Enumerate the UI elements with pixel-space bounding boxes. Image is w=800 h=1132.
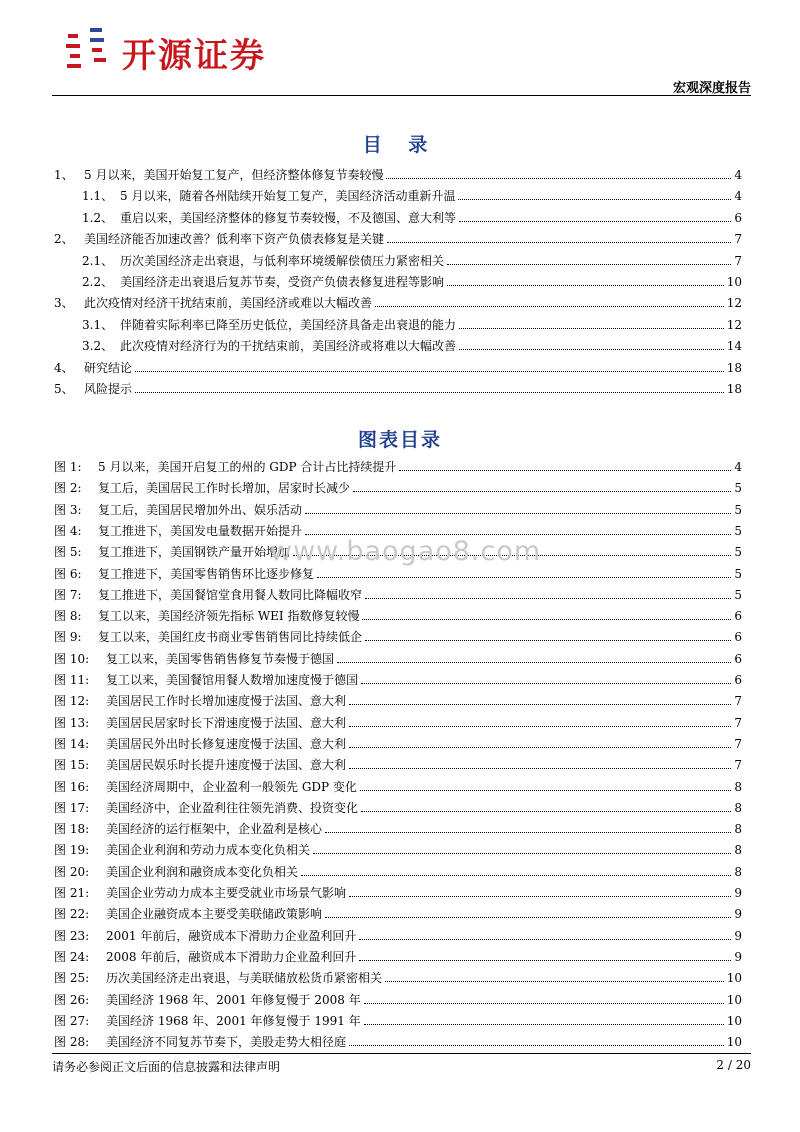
figure-entry[interactable] (54, 797, 742, 815)
figure-entry-page: 8 (734, 843, 742, 858)
figure-entry-number: 图 25: (54, 971, 90, 986)
figure-entry-number: 图 24: (54, 949, 90, 964)
figure-entry-page: 5 (734, 587, 742, 602)
figure-entry[interactable] (54, 967, 742, 985)
toc-entry-page: 7 (734, 232, 742, 247)
figure-entry[interactable] (54, 690, 742, 708)
figure-entry[interactable] (54, 605, 742, 623)
figure-entry[interactable] (54, 818, 742, 836)
toc-entry[interactable] (82, 271, 742, 289)
figure-entry-number: 图 27: (54, 1013, 90, 1028)
toc-entry-page: 7 (734, 253, 742, 268)
figure-entry-number: 图 28: (54, 1035, 90, 1050)
figure-entry-title: 复工后，美国居民增加外出、娱乐活动 (98, 502, 303, 517)
toc-entry-title: 美国经济能否加速改善？低利率下资产负债表修复是关键 (84, 232, 385, 247)
toc-entry[interactable] (82, 250, 742, 268)
figure-entry-page: 9 (734, 907, 742, 922)
figure-entry-title: 复工推进下，美国钢铁产量开始增加 (98, 545, 291, 560)
figure-entry-title: 美国居民娱乐时长提升速度慢于法国、意大利 (106, 758, 347, 773)
figure-entry-number: 图 9: (54, 630, 82, 645)
figure-entry-number: 图 10: (54, 651, 90, 666)
toc-entry-page: 6 (734, 210, 742, 225)
toc-entry-page: 4 (734, 168, 742, 182)
figure-entry-title: 美国企业利润和融资成本变化负相关 (106, 864, 299, 879)
figure-entry[interactable] (54, 861, 742, 879)
figure-entry-page: 8 (734, 864, 742, 879)
footer-divider (52, 1053, 751, 1054)
figure-leader-dots (353, 491, 731, 492)
figure-entry-page: 6 (734, 673, 742, 687)
figure-entry-number: 图 3: (54, 502, 82, 517)
toc-leader-dots (458, 199, 731, 200)
figure-entry-page: 10 (726, 1035, 742, 1050)
figure-entry[interactable] (54, 477, 742, 495)
figure-entry-title: 美国经济 1968 年、2001 年修复慢于 2008 年 (106, 992, 361, 1007)
figure-leader-dots (313, 853, 731, 854)
figure-entry-title: 美国企业劳动力成本主要受就业市场景气影响 (106, 886, 347, 900)
toc-entry[interactable] (54, 164, 742, 182)
footer-disclaimer: 请务必参阅正文后面的信息披露和法律声明 (52, 1060, 281, 1074)
figure-entry-title: 历次美国经济走出衰退，与美联储放松货币紧密相关 (106, 971, 383, 986)
figure-leader-dots (305, 534, 731, 535)
figure-entry[interactable] (54, 1031, 742, 1049)
figure-entry-page: 5 (734, 523, 742, 538)
figure-leader-dots (349, 704, 731, 705)
figure-entry-number: 图 13: (54, 715, 90, 730)
logo-text: 开源证券 (122, 36, 266, 76)
figure-entry-page: 8 (734, 822, 742, 837)
report-type-label: 宏观深度报告 (672, 81, 751, 96)
figure-entry-page: 7 (734, 736, 742, 751)
figure-entry-page: 10 (726, 992, 742, 1007)
toc-entry-number: 5、 (54, 382, 74, 396)
figure-leader-dots (325, 917, 731, 918)
figure-entry[interactable] (54, 669, 742, 687)
figure-entry-title: 复工推进下，美国零售销售环比逐步修复 (98, 566, 315, 581)
figure-entry-title: 美国经济周期中，企业盈利一般领先 GDP 变化 (106, 779, 357, 794)
figure-leader-dots (365, 640, 731, 641)
figure-entry-title: 复工以来，美国餐馆用餐人数增加速度慢于德国 (106, 673, 359, 687)
figure-entry[interactable] (54, 989, 742, 1007)
figure-entry-number: 图 20: (54, 864, 90, 879)
figure-entry-number: 图 15: (54, 758, 90, 773)
figure-entry-page: 7 (734, 694, 742, 709)
figure-entry[interactable] (54, 839, 742, 857)
toc-leader-dots (386, 178, 731, 179)
figure-entry-number: 图 7: (54, 587, 82, 602)
footer-page-number: 2 / 20 (716, 1058, 751, 1072)
company-logo (64, 24, 304, 74)
figure-entry[interactable] (54, 925, 742, 943)
figure-entry-title: 复工以来，美国经济领先指标 WEI 指数修复较慢 (98, 609, 360, 624)
toc-leader-dots (459, 349, 724, 350)
figure-entry[interactable] (54, 946, 742, 964)
figure-entry-page: 5 (734, 545, 742, 560)
toc-entry-title: 美国经济走出衰退后复苏节奏，受资产负债表修复进程等影响 (120, 275, 445, 289)
watermark: www.baogao8.com (270, 536, 542, 567)
toc-entry-title: 重启以来，美国经济整体的修复节奏较慢，不及德国、意大利等 (120, 210, 457, 225)
figure-entry-page: 5 (734, 481, 742, 496)
figure-leader-dots (349, 1045, 724, 1046)
figure-entry-number: 图 18: (54, 822, 90, 837)
figure-entry[interactable] (54, 712, 742, 730)
toc-leader-dots (135, 371, 724, 372)
toc-leader-dots (459, 221, 731, 222)
figure-entry-title: 美国居民工作时长增加速度慢于法国、意大利 (106, 694, 347, 709)
toc-entry[interactable] (54, 378, 742, 396)
figure-entry-number: 图 26: (54, 992, 90, 1007)
page-header (0, 0, 800, 100)
toc-entry-page: 18 (726, 382, 742, 396)
toc-entry[interactable] (54, 228, 742, 246)
figure-entry-number: 图 2: (54, 481, 82, 496)
toc-entry[interactable] (82, 185, 742, 203)
figure-leader-dots (365, 598, 731, 599)
toc-entry-page: 4 (734, 189, 742, 204)
toc-entry[interactable] (82, 314, 742, 332)
figure-entry-page: 6 (734, 609, 742, 624)
figure-entry-number: 图 14: (54, 736, 90, 751)
toc-entry-title: 此次疫情对经济干扰结束前，美国经济或难以大幅改善 (84, 296, 373, 311)
toc-leader-dots (447, 285, 724, 286)
toc-entry-number: 1.2、 (82, 210, 114, 225)
toc-leader-dots (375, 306, 724, 307)
figure-entry[interactable] (54, 648, 742, 666)
figure-entry-title: 复工以来，美国零售销售修复节奏慢于德国 (106, 651, 335, 666)
figure-leader-dots (317, 577, 731, 578)
figure-entry[interactable] (54, 1010, 742, 1028)
toc-entry-title: 研究结论 (84, 360, 133, 375)
figure-leader-dots (349, 896, 731, 897)
figure-entry-number: 图 11: (54, 673, 90, 687)
figure-entry-title: 美国企业融资成本主要受美联储政策影响 (106, 907, 323, 922)
figure-entry-page: 7 (734, 715, 742, 730)
figure-entry-page: 9 (734, 949, 742, 964)
toc-entry-page: 12 (726, 296, 742, 311)
figure-entry-number: 图 21: (54, 886, 90, 900)
figure-leader-dots (349, 726, 731, 727)
figure-entry[interactable] (54, 456, 742, 474)
figure-leader-dots (385, 981, 724, 982)
toc-entry-number: 4、 (54, 360, 74, 375)
figure-entry-title: 复工推进下，美国餐馆堂食用餐人数同比降幅收窄 (98, 587, 363, 602)
figure-entry-number: 图 22: (54, 907, 90, 922)
toc-entry-page: 12 (726, 317, 742, 332)
figure-entry-title: 美国经济的运行框架中，企业盈利是核心 (106, 822, 323, 837)
figure-leader-dots (364, 1024, 724, 1025)
figure-entry-number: 图 16: (54, 779, 90, 794)
toc-entry[interactable] (54, 357, 742, 375)
toc-entry-page: 10 (726, 275, 742, 289)
toc-entry-number: 2、 (54, 232, 74, 247)
figure-leader-dots (301, 875, 731, 876)
figure-entry[interactable] (54, 499, 742, 517)
toc-entry-number: 3.1、 (82, 317, 114, 332)
figure-entry-page: 6 (734, 630, 742, 645)
figure-entry-page: 6 (734, 651, 742, 666)
figure-entry-number: 图 12: (54, 694, 90, 709)
figure-entry-page: 10 (726, 971, 742, 986)
figure-leader-dots (359, 960, 731, 961)
toc-leader-dots (135, 392, 724, 393)
figure-entry[interactable] (54, 776, 742, 794)
figure-entry-page: 8 (734, 800, 742, 815)
toc-entry-page: 14 (726, 339, 742, 354)
figure-entry-title: 2008 年前后，融资成本下滑助力企业盈利回升 (106, 949, 357, 964)
toc-entry-title: 5 月以来，随着各州陆续开始复工复产，美国经济活动重新升温 (120, 189, 456, 204)
figure-entry-title: 美国居民外出时长修复速度慢于法国、意大利 (106, 736, 347, 751)
toc-entry-title: 历次美国经济走出衰退，与低利率环境缓解偿债压力紧密相关 (120, 253, 445, 268)
figure-entry-page: 4 (734, 460, 742, 474)
figure-leader-dots (337, 662, 731, 663)
figure-entry-title: 复工推进下，美国发电量数据开始提升 (98, 523, 303, 538)
toc-entry-title: 此次疫情对经济行为的干扰结束前，美国经济或将难以大幅改善 (120, 339, 457, 354)
figure-entry[interactable] (54, 584, 742, 602)
toc-entry[interactable] (82, 207, 742, 225)
figure-leader-dots (349, 747, 731, 748)
figure-leader-dots (325, 832, 731, 833)
toc-entry-number: 3.2、 (82, 339, 114, 354)
toc-entry-title: 5 月以来，美国开始复工复产，但经济整体修复节奏较慢 (84, 168, 384, 182)
figure-entry-number: 图 19: (54, 843, 90, 858)
figure-entry-page: 10 (726, 1013, 742, 1028)
figure-entry-page: 9 (734, 886, 742, 900)
figure-entry-number: 图 6: (54, 566, 82, 581)
figure-entry-page: 5 (734, 502, 742, 517)
figure-leader-dots (362, 619, 731, 620)
figure-entry-title: 美国经济中，企业盈利往往领先消费、投资变化 (106, 800, 359, 815)
toc-entry-title: 风险提示 (84, 382, 133, 396)
figure-leader-dots (361, 811, 731, 812)
figure-entry-number: 图 5: (54, 545, 82, 560)
figure-entry-title: 美国居民居家时长下滑速度慢于法国、意大利 (106, 715, 347, 730)
toc-leader-dots (459, 328, 724, 329)
figure-entry[interactable] (54, 903, 742, 921)
toc-entry-number: 1、 (54, 168, 74, 182)
toc-entry-number: 1.1、 (82, 189, 114, 204)
figure-leader-dots (364, 1003, 724, 1004)
figure-entry-title: 美国经济 1968 年、2001 年修复慢于 1991 年 (106, 1013, 361, 1028)
figure-entry-title: 5 月以来，美国开启复工的州的 GDP 合计占比持续提升 (98, 460, 397, 474)
figure-entry-title: 复工以来，美国红皮书商业零售销售同比持续低企 (98, 630, 363, 645)
figure-entry-number: 图 17: (54, 800, 90, 815)
figure-entry-page: 8 (734, 779, 742, 794)
figure-entry-title: 复工后，美国居民工作时长增加，居家时长减少 (98, 481, 351, 496)
figure-entry-title: 美国经济不同复苏节奏下，美股走势大相径庭 (106, 1035, 347, 1050)
toc-leader-dots (447, 264, 731, 265)
toc-entry-number: 2.2、 (82, 275, 114, 289)
figure-entry[interactable] (54, 626, 742, 644)
figure-entry-number: 图 4: (54, 523, 82, 538)
figure-entry-number: 图 1: (54, 460, 82, 474)
figure-entry[interactable] (54, 733, 742, 751)
figure-entry-page: 5 (734, 566, 742, 581)
toc-entry-number: 3、 (54, 296, 74, 311)
figure-entry-title: 2001 年前后，融资成本下滑助力企业盈利回升 (106, 928, 357, 943)
logo-mark-icon (64, 24, 114, 74)
figure-leader-dots (359, 939, 731, 940)
header-divider (52, 95, 751, 96)
figure-entry-title: 美国企业利润和劳动力成本变化负相关 (106, 843, 311, 858)
figure-entry[interactable] (54, 754, 742, 772)
toc-entry-number: 2.1、 (82, 253, 114, 268)
figure-entry-page: 9 (734, 928, 742, 943)
figure-leader-dots (305, 513, 731, 514)
toc-entry[interactable] (54, 292, 742, 310)
figure-entry-number: 图 23: (54, 928, 90, 943)
figure-leader-dots (349, 768, 731, 769)
figure-entry-number: 图 8: (54, 609, 82, 624)
toc-title: 目 录 (362, 134, 438, 156)
toc-entry-title: 伴随着实际利率已降至历史低位，美国经济具备走出衰退的能力 (120, 317, 457, 332)
toc-leader-dots (387, 242, 731, 243)
figure-leader-dots (360, 790, 731, 791)
figure-leader-dots (399, 470, 731, 471)
toc-entry-page: 18 (726, 360, 742, 375)
figure-leader-dots (361, 683, 731, 684)
figure-entry-page: 7 (734, 758, 742, 773)
toc-entry[interactable] (82, 335, 742, 353)
figure-list-title: 图表目录 (357, 429, 442, 451)
figure-entry[interactable] (54, 882, 742, 900)
